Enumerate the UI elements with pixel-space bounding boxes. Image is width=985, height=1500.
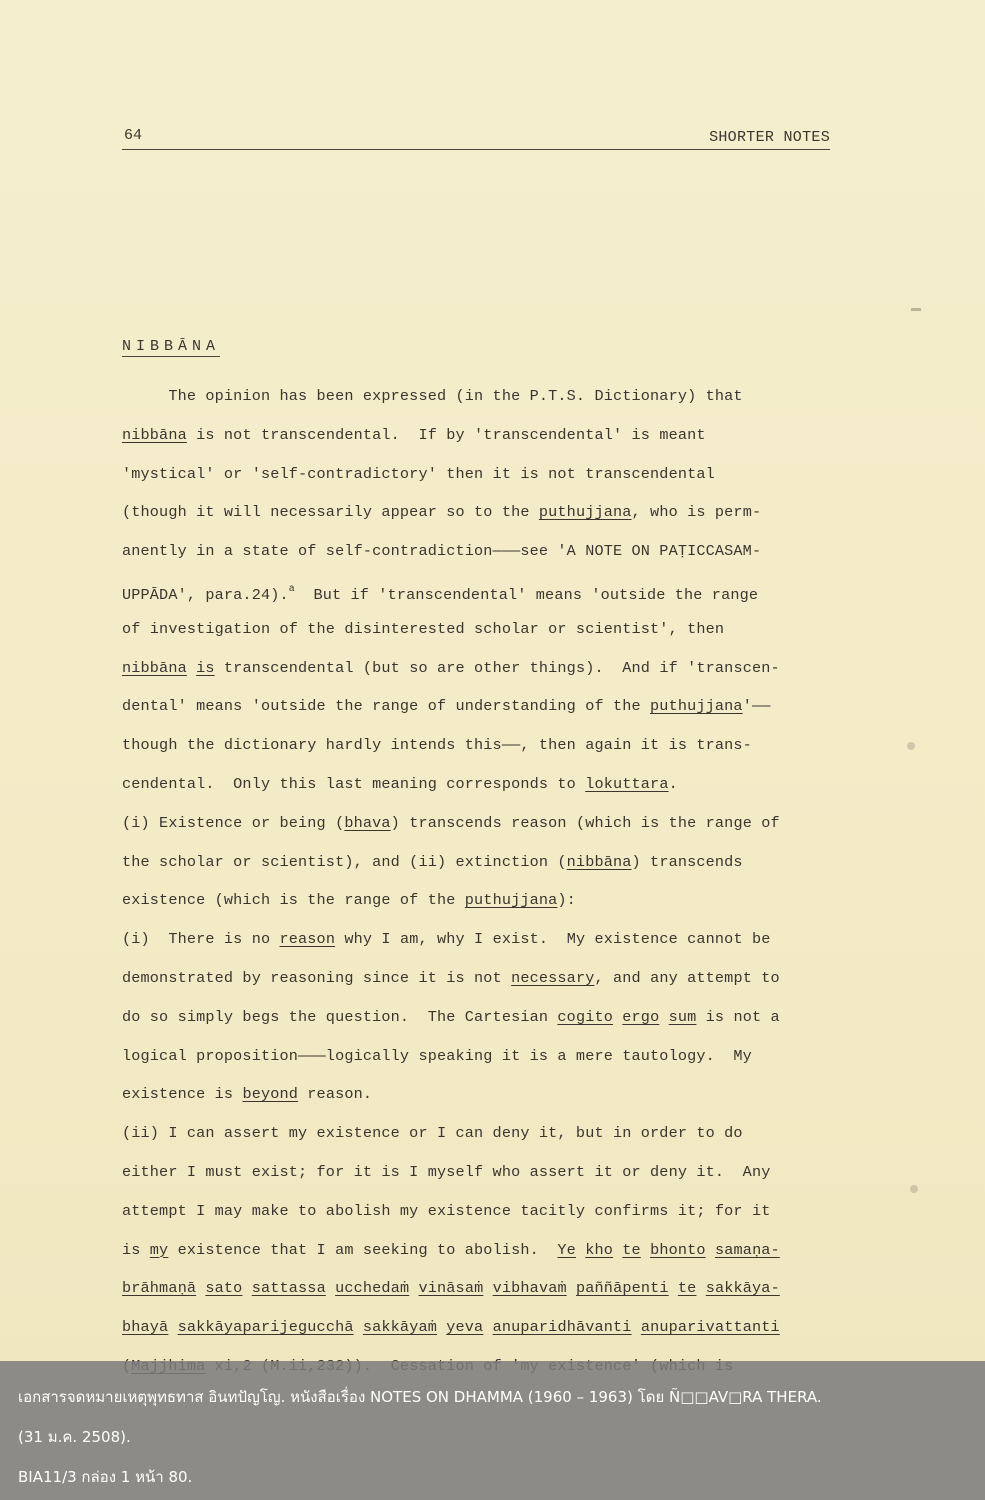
text-segment: is not a — [696, 1007, 780, 1026]
text-line — [122, 1114, 834, 1153]
text-line — [122, 687, 834, 726]
underlined-term: Ye — [557, 1240, 576, 1259]
text-segment: , and any attempt to — [594, 968, 780, 987]
text-segment: ) transcends reason (which is the range of — [390, 813, 780, 832]
text-segment: (i) Existence or being ( — [122, 813, 345, 832]
underlined-term: necessary — [511, 968, 595, 987]
text-line — [122, 920, 834, 959]
running-title: SHORTER NOTES — [709, 129, 830, 146]
text-segment — [354, 1318, 363, 1336]
text-line — [122, 843, 834, 882]
underlined-term: lokuttara — [585, 774, 669, 793]
text-segment — [483, 1318, 492, 1336]
text-segment: (ii) I can assert my existence or I can deny it, but in order to do — [122, 1124, 743, 1143]
archive-caption — [0, 1361, 985, 1500]
underlined-term: samaṇa- — [714, 1240, 780, 1259]
text-segment: ): — [557, 891, 576, 910]
text-line — [122, 610, 834, 649]
underlined-term: sattassa — [251, 1279, 326, 1298]
text-segment: UPPĀDA', para.24). — [122, 585, 289, 604]
underlined-term: nibbāna — [566, 852, 632, 871]
text-segment: dental' means 'outside the range of understanding of the — [122, 697, 651, 716]
text-segment: logical proposition———logically speaking it is a mere tautology. My — [122, 1046, 752, 1065]
underlined-term: anuparidhāvanti — [492, 1318, 632, 1337]
text-segment — [483, 1279, 492, 1297]
text-segment: demonstrated by reasoning since it is not — [122, 968, 512, 987]
text-line — [122, 726, 834, 765]
text-line — [122, 1192, 834, 1231]
text-segment: cendental. Only this last meaning corresponds to — [122, 774, 586, 793]
text-segment: The opinion has been expressed (in the P.T.S. Dictionary) that — [122, 387, 743, 405]
text-segment — [567, 1279, 576, 1297]
text-segment: reason. — [298, 1085, 373, 1104]
underlined-term: sakkāya- — [705, 1279, 780, 1298]
text-segment — [613, 1241, 622, 1259]
text-segment: anently in a state of self-contradiction———see 'A NOTE ON PAṬICCASAM- — [122, 542, 762, 561]
text-segment — [242, 1279, 251, 1297]
text-line — [122, 455, 834, 494]
paper-mark — [910, 1185, 918, 1193]
text-segment: why I am, why I exist. My existence cannot be — [335, 930, 771, 949]
text-segment: (i) There is no — [122, 930, 280, 949]
text-line — [122, 532, 834, 571]
text-segment — [576, 1241, 585, 1259]
text-segment — [409, 1279, 418, 1297]
text-segment — [696, 1279, 705, 1297]
text-segment: of investigation of the disinterested scholar or scientist', then — [122, 619, 725, 638]
underlined-term: puthujjana — [464, 891, 558, 910]
underlined-term: vināsaṁ — [418, 1279, 484, 1298]
text-segment: (though it will necessarily appear so to the — [122, 503, 539, 522]
text-segment — [706, 1241, 715, 1259]
footnote-marker: a — [288, 583, 295, 595]
underlined-term: kho — [585, 1240, 614, 1259]
text-line — [122, 1269, 834, 1308]
section-heading: NIBBĀNA — [122, 338, 221, 355]
underlined-term: is — [196, 658, 215, 677]
text-line — [122, 1037, 834, 1076]
text-segment — [669, 1279, 678, 1297]
text-segment: is not transcendental. If by 'transcendental' is meant — [186, 425, 706, 444]
text-segment: 'mystical' or 'self-contradictory' then it is not transcendental — [122, 464, 715, 483]
caption-line-1: เอกสารจดหมายเหตุพุทธทาส อินทปัญโญ. หนังสือเรื่อง NOTES ON DHAMMA (1960 – 1963) โดย Ñ□□AV□RA THERA. — [18, 1388, 822, 1406]
text-segment — [613, 1008, 622, 1026]
underlined-term: anuparivattanti — [640, 1318, 780, 1337]
underlined-term: nibbāna — [122, 658, 187, 677]
underlined-term: sum — [668, 1007, 697, 1026]
text-line — [122, 1231, 834, 1270]
underlined-term: yeva — [446, 1318, 484, 1337]
text-segment: the scholar or scientist), and (ii) extinction ( — [122, 852, 567, 871]
underlined-term: beyond — [242, 1085, 299, 1104]
paper-mark — [907, 742, 915, 750]
underlined-term: bhonto — [650, 1240, 706, 1259]
underlined-term: sato — [205, 1279, 243, 1298]
underlined-term: brāhmaṇā — [122, 1279, 197, 1298]
text-line — [122, 765, 834, 804]
text-line — [122, 1075, 834, 1114]
underlined-term: puthujjana — [538, 503, 632, 522]
text-line — [122, 649, 834, 688]
text-segment — [641, 1241, 650, 1259]
text-line — [122, 571, 834, 610]
underlined-term: ergo — [622, 1007, 660, 1026]
text-segment — [168, 1318, 177, 1336]
underlined-term: vibhavaṁ — [492, 1279, 567, 1298]
underlined-term: reason — [279, 930, 336, 949]
text-segment: , who is perm- — [631, 503, 762, 522]
page-header — [122, 127, 830, 150]
text-segment: either I must exist; for it is I myself who assert it or deny it. Any — [122, 1162, 771, 1181]
text-line — [122, 998, 834, 1037]
underlined-term: te — [622, 1240, 641, 1259]
text-segment — [196, 1279, 205, 1297]
caption-line-2: (31 ม.ค. 2508). — [18, 1428, 131, 1446]
underlined-term: nibbāna — [122, 425, 187, 444]
text-segment: But if 'transcendental' means 'outside the range — [294, 585, 759, 604]
page-number: 64 — [124, 127, 143, 144]
paper-mark — [911, 308, 921, 311]
underlined-term: bhava — [344, 813, 391, 832]
text-segment: attempt I may make to abolish my existence tacitly confirms it; for it — [122, 1201, 771, 1220]
text-segment: transcendental (but so are other things). And if 'transcen- — [214, 658, 780, 677]
text-line — [122, 1308, 834, 1347]
underlined-term: my — [149, 1240, 169, 1259]
text-segment: ) transcends — [631, 852, 743, 871]
text-line — [122, 416, 834, 455]
underlined-term: sakkāyaparijegucchā — [177, 1318, 354, 1337]
underlined-term: puthujjana — [650, 697, 743, 716]
underlined-term: bhayā — [122, 1318, 169, 1337]
underlined-term: ucchedaṁ — [335, 1279, 410, 1298]
body-text — [122, 377, 834, 1386]
text-line — [122, 804, 834, 843]
text-segment: do so simply begs the question. The Cartesian — [122, 1007, 558, 1026]
text-segment — [659, 1008, 668, 1026]
underlined-term: te — [677, 1279, 697, 1298]
underlined-term: cogito — [557, 1007, 614, 1026]
text-segment: is — [122, 1240, 150, 1259]
text-line — [122, 959, 834, 998]
text-segment: though the dictionary hardly intends this——, then again it is trans- — [122, 736, 752, 755]
text-line — [122, 493, 834, 532]
text-line — [122, 1153, 834, 1192]
caption-line-3: BIA11/3 กล่อง 1 หน้า 80. — [18, 1468, 193, 1486]
text-segment — [437, 1318, 446, 1336]
text-segment: . — [668, 774, 678, 793]
text-segment — [632, 1318, 641, 1336]
text-segment: existence that I am seeking to abolish. — [168, 1240, 558, 1259]
text-segment: existence (which is the range of the — [122, 891, 465, 910]
text-segment — [187, 659, 196, 677]
underlined-term: sakkāyaṁ — [362, 1318, 437, 1337]
text-segment — [326, 1279, 335, 1297]
text-segment: '—— — [742, 697, 771, 716]
text-line — [122, 377, 834, 416]
underlined-term: paññāpenti — [576, 1279, 669, 1298]
text-line — [122, 881, 834, 920]
text-segment: existence is — [122, 1085, 243, 1104]
